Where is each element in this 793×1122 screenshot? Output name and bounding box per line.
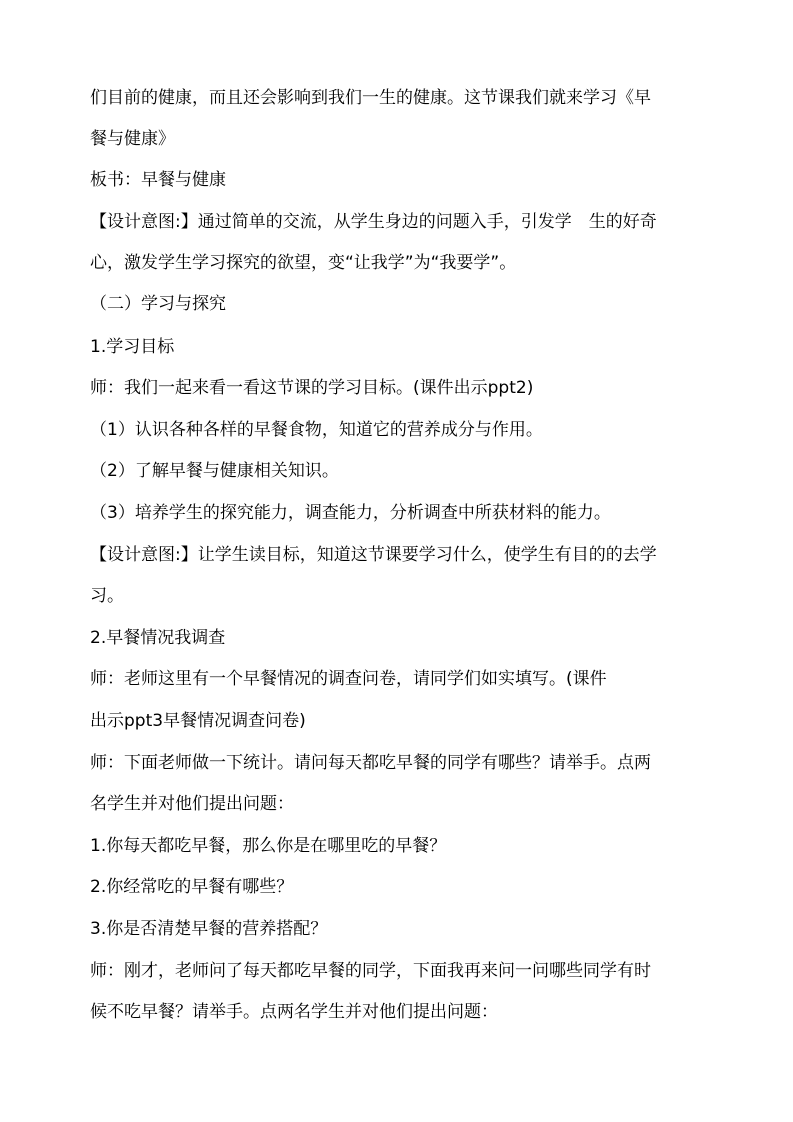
text-line-stats-2: 名学生并对他们提出问题： xyxy=(90,794,294,814)
text-line-2: 餐与健康》 xyxy=(90,129,175,149)
goal-item-2: （2）了解早餐与健康相关知识。 xyxy=(90,461,339,481)
text-line-goals-intro: 师：我们一起来看一看这节课的学习目标。(课件出示ppt2) xyxy=(90,378,534,398)
goal-item-1: （1）认识各种各样的早餐食物，知道它的营养成分与作用。 xyxy=(90,420,543,440)
design-intent-2-line-1: 【设计意图:】让学生读目标，知道这节课要学习什么，使学生有目的的去学 xyxy=(90,545,657,565)
text-line-survey-1: 师：老师这里有一个早餐情况的调查问卷，请同学们如实填写。(课件 xyxy=(90,669,607,689)
question-item-1: 1.你每天都吃早餐，那么你是在哪里吃的早餐？ xyxy=(90,836,447,856)
design-intent-2-line-2: 习。 xyxy=(90,586,124,606)
subsection-learning-goals: 1.学习目标 xyxy=(90,337,175,357)
question-item-3: 3.你是否清楚早餐的营养搭配？ xyxy=(90,919,328,939)
subsection-breakfast-survey: 2.早餐情况我调查 xyxy=(90,628,226,648)
text-line-1: 们目前的健康，而且还会影响到我们一生的健康。这节课我们就来学习《早 xyxy=(90,88,651,108)
blackboard-heading: 板书：早餐与健康 xyxy=(90,170,226,190)
design-intent-1-line-1: 【设计意图:】通过简单的交流，从学生身边的问题入手，引发学 生的好奇 xyxy=(90,212,657,232)
text-line-followup-1: 师：刚才，老师问了每天都吃早餐的同学，下面我再来问一问哪些同学有时 xyxy=(90,961,651,981)
section-heading-2: （二）学习与探究 xyxy=(90,294,226,314)
goal-item-3: （3）培养学生的探究能力，调查能力，分析调查中所获材料的能力。 xyxy=(90,503,611,523)
text-line-stats-1: 师：下面老师做一下统计。请问每天都吃早餐的同学有哪些？请举手。点两 xyxy=(90,753,651,773)
text-line-followup-2: 候不吃早餐？请举手。点两名学生并对他们提出问题： xyxy=(90,1002,498,1022)
text-line-survey-2: 出示ppt3早餐情况调查问卷) xyxy=(90,711,306,731)
question-item-2: 2.你经常吃的早餐有哪些？ xyxy=(90,877,294,897)
design-intent-1-line-2: 心，激发学生学习探究的欲望，变“让我学”为“我要学”。 xyxy=(90,253,517,273)
